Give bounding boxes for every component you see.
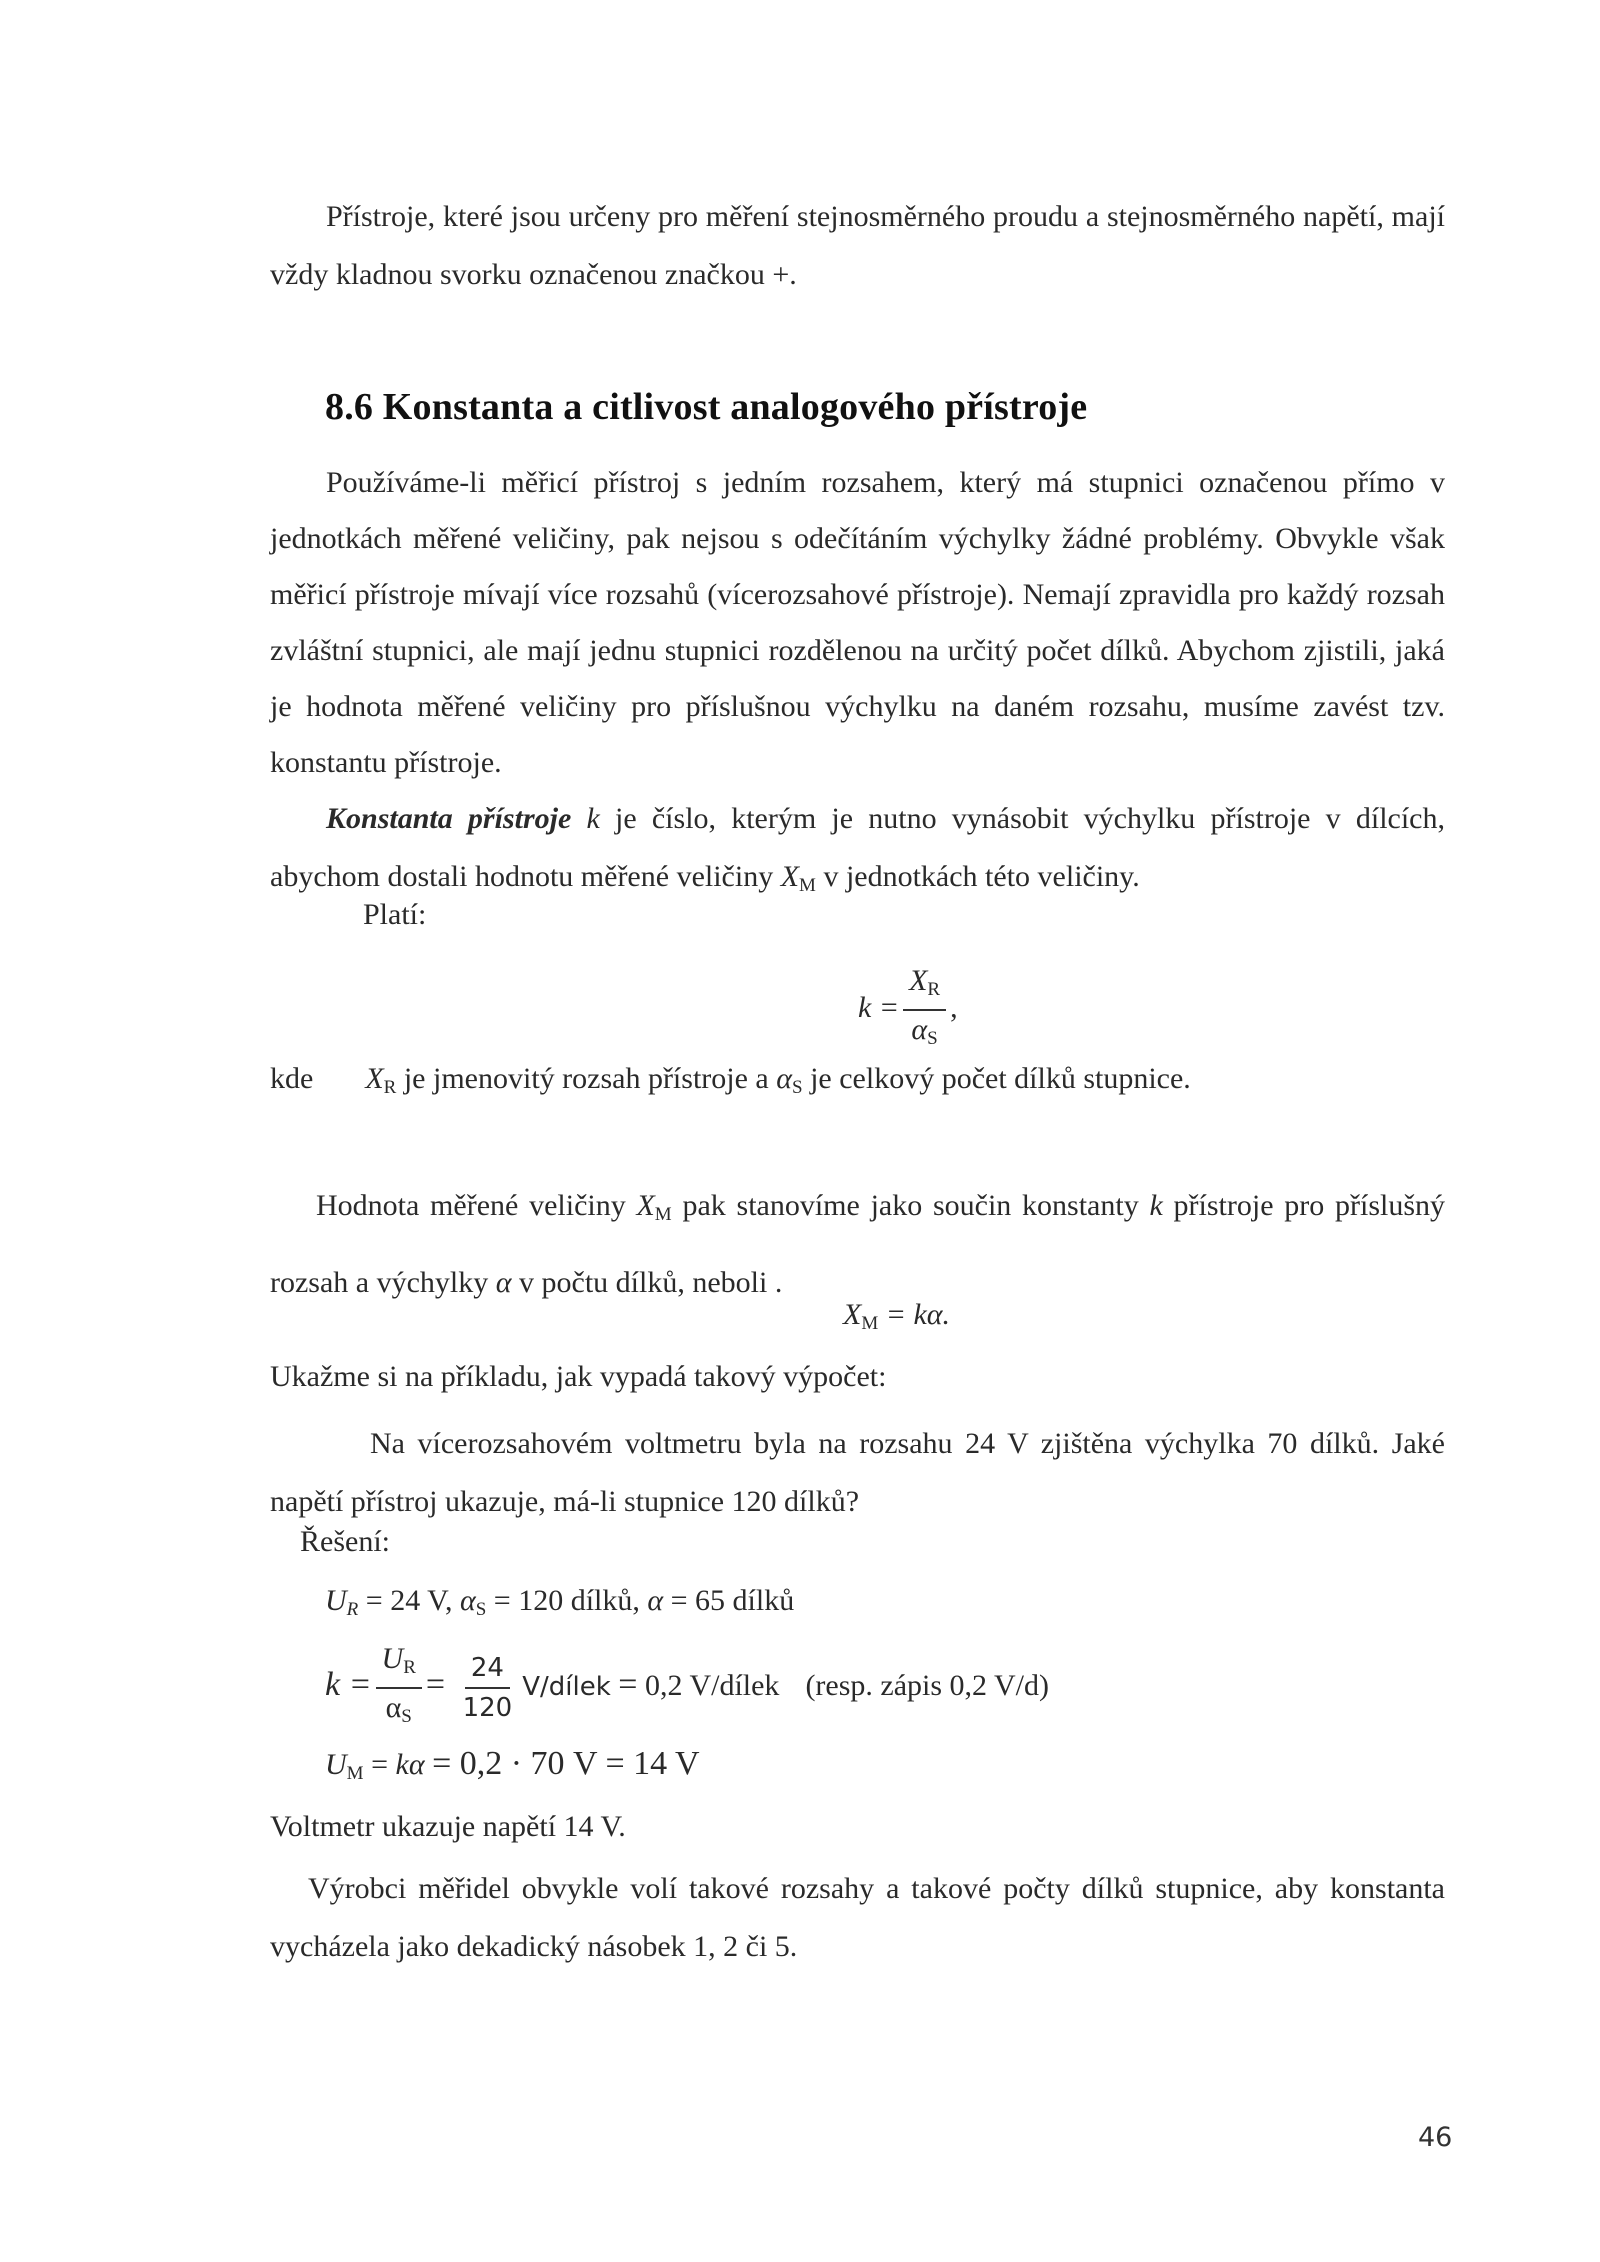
formula-constant: k = $\frac{X_R}{\alpha_S}$ , bbox=[858, 962, 958, 1058]
paragraph-measured-value: Hodnota měřené veličiny $X_M$ pak stanovíme jako součin konstanty k přístroje pro příslušný rozsah a výchylky α v počtu dílků, neboli . bbox=[270, 1189, 1445, 1299]
section-heading: 8.6 Konstanta a citlivost analogového přístroje bbox=[325, 386, 1088, 428]
given-values: $U_R = 24$ V, $\alpha_S = 120$ dílků, α = 65 dílků bbox=[325, 1584, 795, 1620]
fraction-ur-over-alphas: $\frac{U_R}{\alpha_S}$ bbox=[376, 1640, 422, 1736]
formula-um-result: $U_M = k\alpha = 0,2 \cdot 70$ V = 14 V bbox=[325, 1745, 700, 1784]
plati-label: Platí: bbox=[363, 898, 427, 931]
example-task: Na vícerozsahovém voltmetru byla na rozsahu 24 V zjištěna výchylka 70 dílků. Jaké napětí přístroj ukazuje, má-li stupnice 120 dílků? bbox=[270, 1427, 1445, 1518]
formula-xm: $X_M = k\alpha$. bbox=[843, 1298, 951, 1334]
formula-k-calculation: k = $\frac{U_R}{\alpha_S}$ = $\frac{24}{120}$ V/dílek = 0,2 V/dílek (resp. zápis 0,2 V/d) bbox=[325, 1640, 1049, 1736]
fraction-24-over-120: $\frac{24}{120}$ bbox=[457, 1649, 519, 1727]
paragraph-constant-definition: Konstanta přístroje k je číslo, kterým je nutno vynásobit výchylku přístroje v dílcích, abychom dostali hodnotu měřené veličiny $X_M$ v jednotkách této veličiny. bbox=[270, 802, 1446, 896]
paragraph-instrument-ranges: Používáme-li měřicí přístroj s jedním rozsahem, který má stupnici označenou přímo v jednotkách měřené veličiny, pak nejsou s odečítáním výchylky žádné problémy. Obvykle však měřicí přístroje mívají více rozsahů (vícerozsahové přístroje). Nemají zpravidla pro každý rozsah zvláštní stupnici, ale mají jednu stupnici rozdělenou na určitý počet dílků. Abychom zjistili, jaká je hodnota měřené veličiny pro příslušnou výchylku na daném rozsahu, musíme zavést tzv. konstantu přístroje. bbox=[270, 466, 1445, 779]
page-number: 46 bbox=[1418, 2122, 1453, 2153]
intro-paragraph: Přístroje, které jsou určeny pro měření stejnosměrného proudu a stejnosměrného napětí, mají vždy kladnou svorku označenou značkou +. bbox=[270, 200, 1445, 291]
kde-line: kde $X_R$ je jmenovitý rozsah přístroje a $\alpha_S$ je celkový počet dílků stupnice. bbox=[270, 1062, 1191, 1098]
term-konstanta: Konstanta přístroje bbox=[326, 802, 572, 835]
fraction-xr-over-alphas: $\frac{X_R}{\alpha_S}$ bbox=[903, 962, 946, 1058]
solution-label: Řešení: bbox=[300, 1525, 390, 1558]
final-paragraph: Výrobci měřidel obvykle volí takové rozsahy a takové počty dílků stupnice, aby konstanta vycházela jako dekadický násobek 1, 2 či 5. bbox=[270, 1872, 1445, 1963]
conclusion: Voltmetr ukazuje napětí 14 V. bbox=[270, 1810, 626, 1843]
example-intro: Ukažme si na příkladu, jak vypadá takový výpočet: bbox=[270, 1360, 887, 1393]
